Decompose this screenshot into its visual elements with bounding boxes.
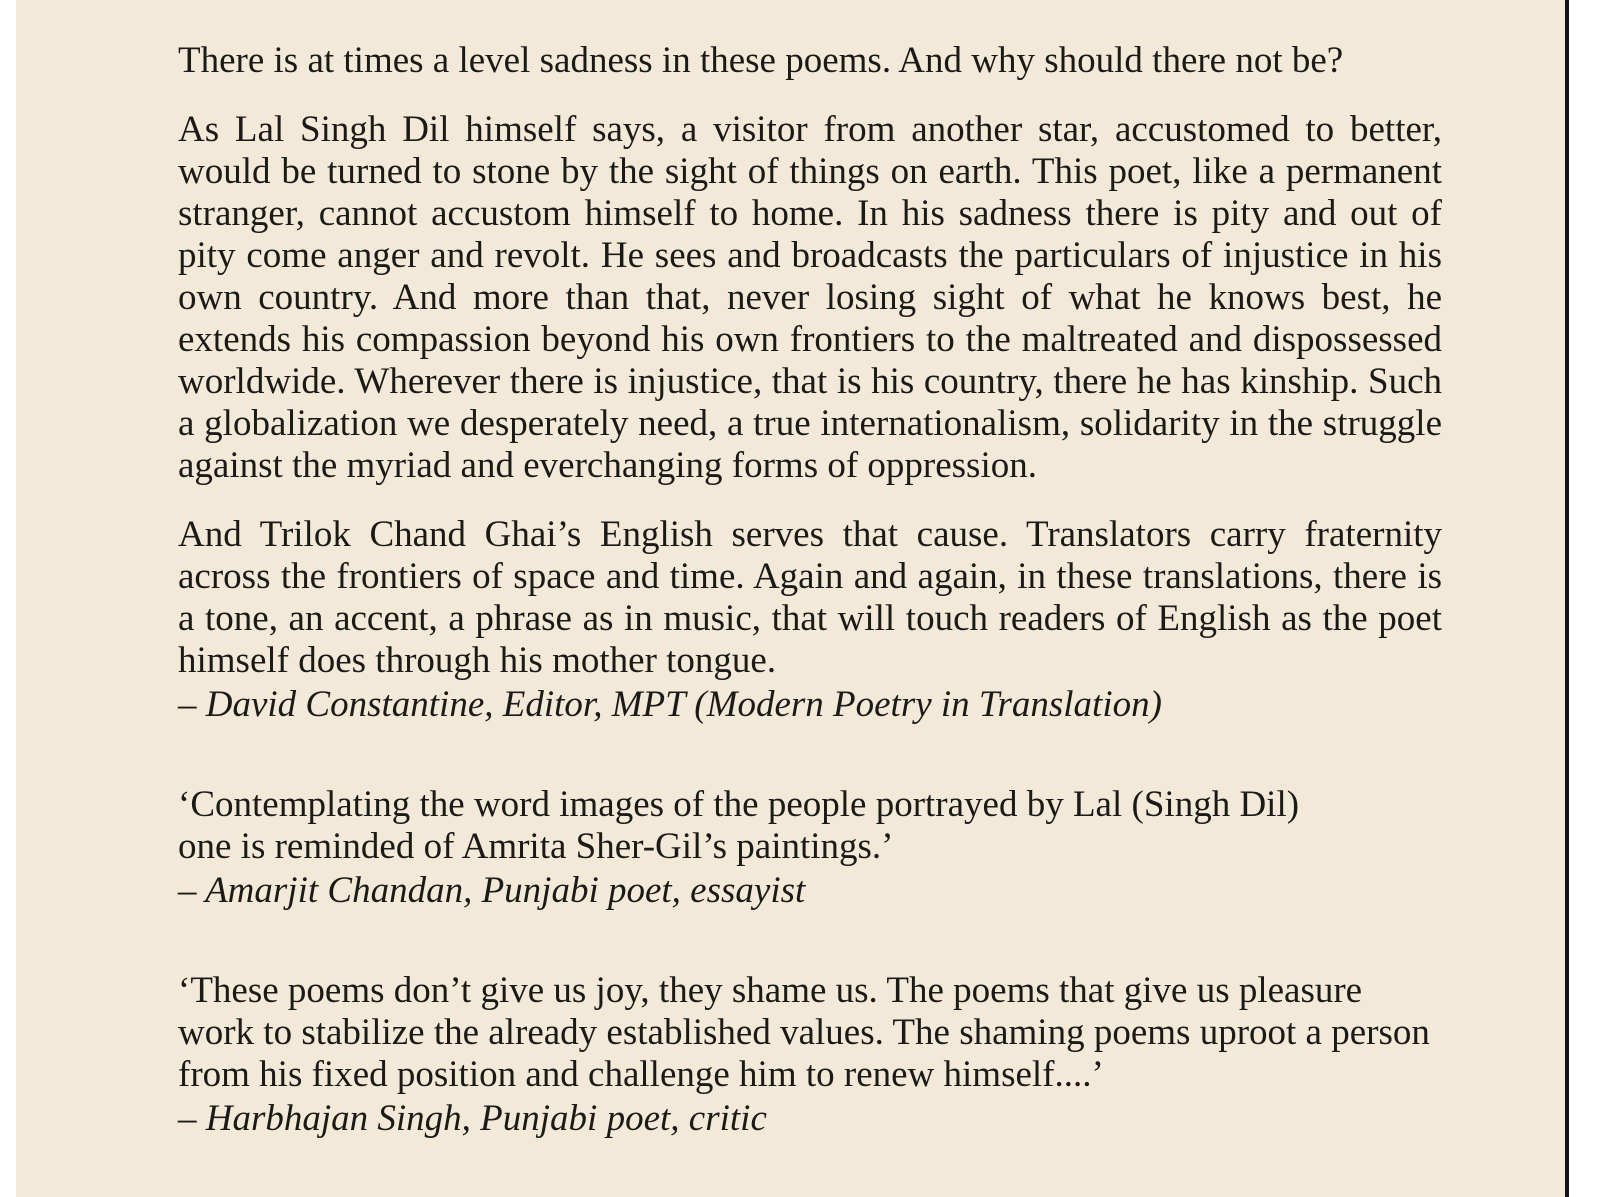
attribution-chandan: – Amarjit Chandan, Punjabi poet, essayist [178, 870, 806, 911]
body-paragraph-dil: As Lal Singh Dil himself says, a visitor from another star, accustomed to better, would be turned to stone by the sight of things on earth. This poet, like a permanent stranger, cannot accustom himself to home. In his sadness there is pity and out of pity come anger and revolt. He sees and broadcasts the particulars of injustice in his own country. And more than that, never losing sight of what he knows best, he extends his compassion beyond his own frontiers to the maltreated and dispossessed worldwide. Wherever there is injustice, that is his country, there he has kinship. Such a globalization we desperately need, a true internationalism, solidarity in the struggle against the myriad and everchanging forms of oppression. [178, 109, 1442, 486]
opening-paragraph: There is at times a level sadness in these poems. And why should there not be? [178, 40, 1344, 81]
attribution-harbhajan: – Harbhajan Singh, Punjabi poet, critic [178, 1098, 767, 1139]
quote-line: one is reminded of Amrita Sher-Gil’s paintings.’ [178, 826, 894, 867]
quote-line: work to stabilize the already established values. The shaming poems uproot a person [178, 1012, 1430, 1053]
quote-line: from his fixed position and challenge him to renew himself....’ [178, 1054, 1104, 1095]
quote-line: ‘Contemplating the word images of the people portrayed by Lal (Singh Dil) [178, 784, 1300, 825]
quote-chandan [178, 784, 1442, 868]
attribution-constantine: – David Constantine, Editor, MPT (Modern Poetry in Translation) [178, 684, 1162, 725]
blurb-text [178, 40, 1442, 1140]
quote-line: ‘These poems don’t give us joy, they shame us. The poems that give us pleasure [178, 970, 1363, 1011]
body-paragraph-translation: And Trilok Chand Ghai’s English serves that cause. Translators carry fraternity across the frontiers of space and time. Again and again, in these translations, there is a tone, an accent, a phrase as in music, that will touch readers of English as the poet himself does through his mother tongue. [178, 514, 1442, 681]
back-cover-page [16, 0, 1569, 1197]
quote-harbhajan [178, 970, 1442, 1096]
